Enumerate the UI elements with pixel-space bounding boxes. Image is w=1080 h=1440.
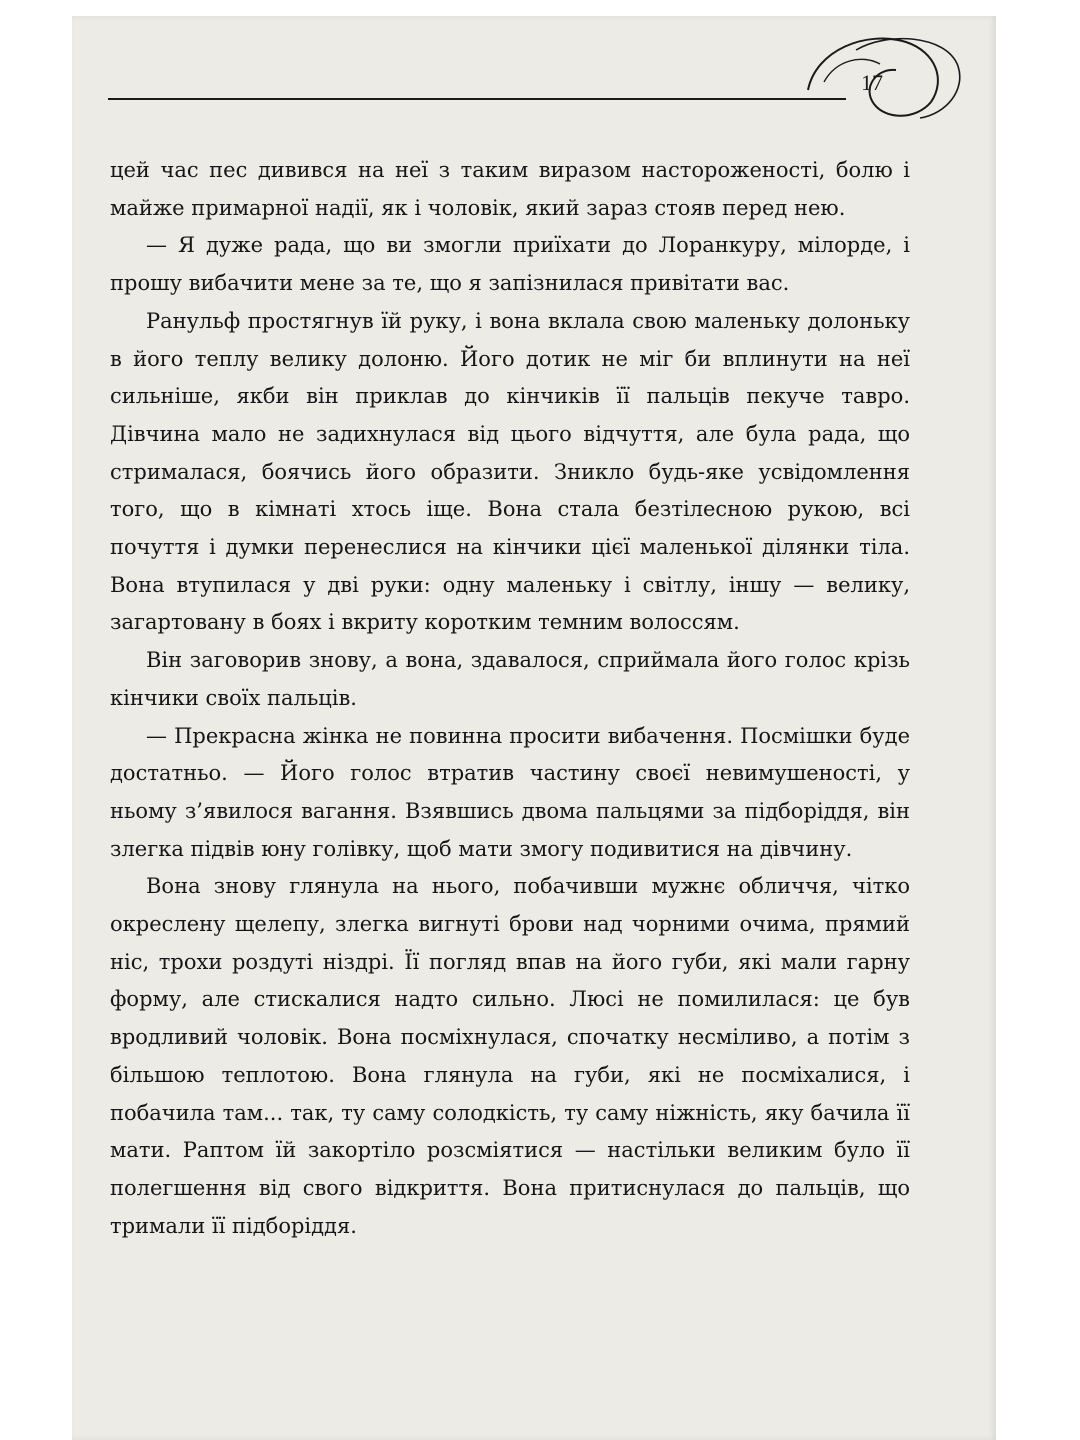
book-page	[72, 16, 996, 1440]
paragraph: — Я дуже рада, що ви змогли приїхати до Лоранкуру, мілорде, і прошу вибачити мене за те, що я запізнилася привітати вас.	[110, 233, 910, 296]
page-number: 17	[861, 70, 883, 95]
body-text	[110, 152, 910, 1245]
paragraph: — Прекрасна жінка не повинна просити вибачення. Посмішки буде достатньо. — Його голос втратив частину своєї невимушеності, у ньому з’явилося вагання. Взявшись двома пальцями за підборіддя, він злегка підвів юну голівку, щоб мати змогу подивитися на дівчину.	[110, 723, 910, 861]
header-rule	[108, 98, 846, 100]
paragraph: Ранульф простягнув їй руку, і вона вклала свою маленьку долоньку в його теплу велику долоню. Його дотик не міг би вплинути на неї сильніше, якби він приклав до кінчиків її пальців пекуче тавро. Дівчина мало не задихнулася від цього відчуття, але була рада, що стрималася, боячись його образити. Зникло будь-яке усвідомлення того, що в кімнаті хтось іще. Вона стала безтілесною рукою, всі почуття і думки перенеслися на кінчики цієї маленької ділянки тіла. Вона втупилася у дві руки: одну маленьку і світлу, іншу — велику, загартовану в боях і вкриту коротким темним волоссям.	[110, 308, 910, 635]
paragraph: Вона знову глянула на нього, побачивши мужнє обличчя, чітко окреслену щелепу, злегка вигнуті брови над чорними очима, прямий ніс, трохи роздуті ніздрі. Її погляд впав на його губи, які мали гарну форму, але стискалися надто сильно. Люсі не помилилася: це був вродливий чоловік. Вона посміхнулася, спочатку несміливо, а потім з більшою теплотою. Вона глянула на губи, які не посміхалися, і побачила там... так, ту саму солодкість, ту саму ніжність, яку бачила її мати. Раптом їй закортіло розсміятися — настільки великим було її полегшення від свого відкриття. Вона притиснулася до пальців, що тримали її підборіддя.	[110, 874, 910, 1238]
paragraph: Він заговорив знову, а вона, здавалося, сприймала його голос крізь кінчики своїх пальців.	[110, 648, 910, 710]
paragraph: цей час пес дивився на неї з таким виразом настороженості, болю і майже примарної надії, як і чоловік, який зараз стояв перед нею.	[110, 158, 910, 220]
